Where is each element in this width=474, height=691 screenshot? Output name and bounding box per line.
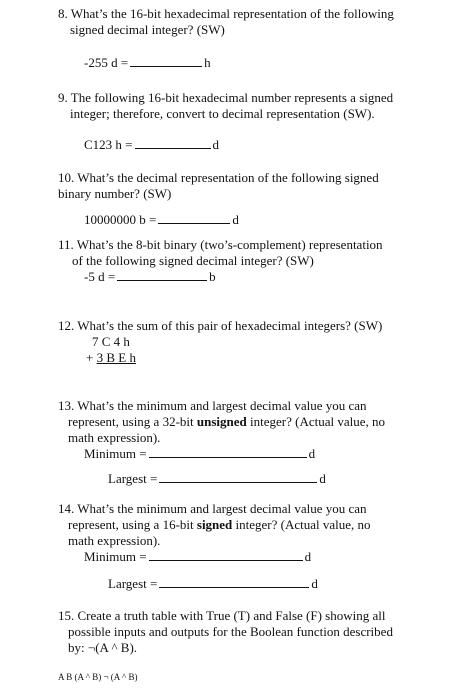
q14-line1: 14. What’s the minimum and largest decimal value you can (58, 501, 367, 516)
q15-line2: possible inputs and outputs for the Boolean function described (68, 624, 393, 639)
q13-minimum-suffix: d (308, 446, 316, 461)
q15-line1: 15. Create a truth table with True (T) and False (F) showing all (58, 608, 386, 623)
q13-minimum-blank[interactable] (149, 446, 307, 458)
q9-line2: integer; therefore, convert to decimal representation (SW). (70, 106, 375, 121)
q13-largest-blank[interactable] (159, 471, 317, 483)
q14-largest-suffix: d (311, 576, 318, 591)
q10-answer-blank[interactable] (158, 212, 230, 224)
q8-line1: 8. What’s the 16-bit hexadecimal representation of the following (58, 6, 394, 21)
q12-plus-sign: + (86, 350, 94, 365)
q8-answer-line (84, 55, 211, 71)
q12-operand1: 7 C 4 h (92, 334, 130, 349)
q14-line3: math expression). (68, 533, 161, 548)
q10-answer-prefix: 10000000 b = (84, 212, 157, 227)
q12-line1: 12. What’s the sum of this pair of hexadecimal integers? (SW) (58, 318, 383, 333)
q9-answer-suffix: d (212, 137, 220, 152)
q13-largest-label: Largest = (108, 471, 158, 486)
q8-answer-suffix: h (204, 55, 211, 70)
q15-truth-table-header: A B (A ^ B) ¬ (A ^ B) (58, 672, 138, 682)
q13-largest-line (108, 471, 326, 487)
q13-line3: math expression). (68, 430, 161, 445)
q14-minimum-suffix: d (304, 549, 312, 564)
q10-line2: binary number? (SW) (58, 186, 172, 201)
q13-minimum-label: Minimum = (84, 446, 147, 461)
q13-line2-post: integer? (Actual value, no (250, 414, 386, 429)
q13-minimum-line (84, 446, 315, 462)
q14-minimum-label: Minimum = (84, 549, 147, 564)
q11-answer-line (84, 269, 216, 285)
q9-answer-line (84, 137, 219, 153)
q11-answer-suffix: b (209, 269, 216, 284)
q8-line2: signed decimal integer? (SW) (70, 22, 225, 37)
q10-line1: 10. What’s the decimal representation of the following signed (58, 170, 379, 185)
q13-line2 (68, 414, 385, 430)
q14-signed-keyword: signed (196, 517, 233, 532)
q9-answer-prefix: C123 h = (84, 137, 133, 152)
q11-answer-blank[interactable] (117, 269, 207, 281)
q12-operand2: 3 B E h (96, 350, 136, 365)
q8-answer-blank[interactable] (130, 55, 202, 67)
q13-unsigned-keyword: unsigned (196, 414, 247, 429)
q10-answer-suffix: d (232, 212, 239, 227)
q14-minimum-blank[interactable] (149, 549, 303, 561)
q9-answer-blank[interactable] (135, 137, 211, 149)
q14-largest-label: Largest = (108, 576, 158, 591)
q9-line1: 9. The following 16-bit hexadecimal number represents a signed (58, 90, 394, 105)
q10-answer-line (84, 212, 239, 228)
q11-line1: 11. What’s the 8-bit binary (two’s-complement) representation (58, 237, 383, 252)
q14-line2-pre: represent, using a 16-bit (68, 517, 194, 532)
q14-line2-post: integer? (Actual value, no (235, 517, 371, 532)
q14-minimum-line (84, 549, 311, 565)
q13-line2-pre: represent, using a 32-bit (68, 414, 194, 429)
q15-line3: by: ¬(A ^ B). (68, 640, 138, 655)
q14-line2 (68, 517, 371, 533)
q11-line2: of the following signed decimal integer? (SW) (72, 253, 314, 268)
q14-largest-line (108, 576, 318, 592)
q13-line1: 13. What’s the minimum and largest decimal value you can (58, 398, 367, 413)
q14-largest-blank[interactable] (159, 576, 309, 588)
q12-operand2-line (86, 350, 136, 366)
q11-answer-prefix: -5 d = (84, 269, 116, 284)
q8-answer-prefix: -255 d = (84, 55, 129, 70)
q13-largest-suffix: d (319, 471, 326, 486)
